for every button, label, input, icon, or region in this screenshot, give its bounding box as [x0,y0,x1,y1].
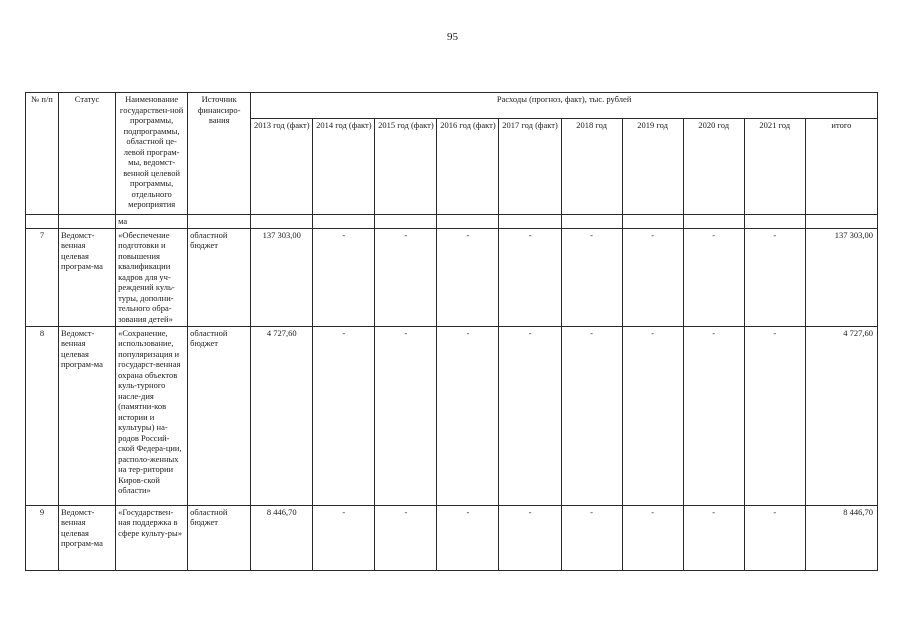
row-total: 137 303,00 [805,228,877,326]
row-value-2018: - [561,228,622,326]
row-value-2014: - [313,326,375,505]
row-name: «Сохранение, использование, популяризация и государст-венная охрана объектов куль-турного насле-дия (памятни-ков истории и культуры) на-родов Россий-ской Федера-ции, располо-женных на тер-ритории Киров-ской области» [116,326,188,505]
header-year-2020: 2020 год [683,119,744,215]
row-status: Ведомст-венная целевая програм-ма [59,505,116,570]
budget-table [25,92,878,571]
header-total: итого [805,119,877,215]
page-number: 95 [447,31,458,43]
header-year-2016: 2016 год (факт) [437,119,499,215]
row-value-2017: - [499,326,561,505]
row-value-2016: - [437,228,499,326]
row-value-2015: - [375,228,437,326]
row-value-2019: - [622,228,683,326]
row-total: 4 727,60 [805,326,877,505]
table-row [26,228,878,326]
row-value-2018: - [561,326,622,505]
row-value-2021: - [744,326,805,505]
header-num: № п/п [26,93,59,215]
row-source: областной бюджет [188,228,251,326]
header-year-2021: 2021 год [744,119,805,215]
continuation-name: ма [116,215,188,229]
row-value-2013: 4 727,60 [251,326,313,505]
row-value-2013: 8 446,70 [251,505,313,570]
table-row [26,505,878,570]
row-value-2014: - [313,505,375,570]
header-year-2015: 2015 год (факт) [375,119,437,215]
row-value-2016: - [437,326,499,505]
row-value-2019: - [622,326,683,505]
header-name: Наименование государствен-ной программы, подпрограммы, областной це-левой програм-мы, ведомст-венной целевой программы, отдельного мероприятия [116,93,188,215]
header-source: Источник финансиро-вания [188,93,251,215]
row-total: 8 446,70 [805,505,877,570]
row-name: «Обеспечение подготовки и повышения квалификации кадров для уч-реждений куль-туры, дополни-тельного обра-зования детей» [116,228,188,326]
row-num: 9 [26,505,59,570]
header-year-2019: 2019 год [622,119,683,215]
row-source: областной бюджет [188,326,251,505]
row-value-2013: 137 303,00 [251,228,313,326]
row-num: 8 [26,326,59,505]
row-value-2020: - [683,505,744,570]
row-name: «Государствен-ная поддержка в сфере культу-ры» [116,505,188,570]
header-year-2014: 2014 год (факт) [313,119,375,215]
row-value-2014: - [313,228,375,326]
row-value-2019: - [622,505,683,570]
row-value-2017: - [499,228,561,326]
row-value-2015: - [375,505,437,570]
row-source: областной бюджет [188,505,251,570]
continuation-row [26,215,878,229]
row-value-2020: - [683,326,744,505]
row-value-2016: - [437,505,499,570]
header-expenses: Расходы (прогноз, факт), тыс. рублей [251,93,878,119]
row-value-2020: - [683,228,744,326]
row-value-2021: - [744,505,805,570]
header-year-2018: 2018 год [561,119,622,215]
row-value-2021: - [744,228,805,326]
row-value-2015: - [375,326,437,505]
row-num: 7 [26,228,59,326]
row-status: Ведомст-венная целевая програм-ма [59,326,116,505]
row-value-2018: - [561,505,622,570]
header-year-2013: 2013 год (факт) [251,119,313,215]
header-year-2017: 2017 год (факт) [499,119,561,215]
row-status: Ведомст-венная целевая програм-ма [59,228,116,326]
header-row [26,93,878,119]
table-row [26,326,878,505]
header-status: Статус [59,93,116,215]
row-value-2017: - [499,505,561,570]
